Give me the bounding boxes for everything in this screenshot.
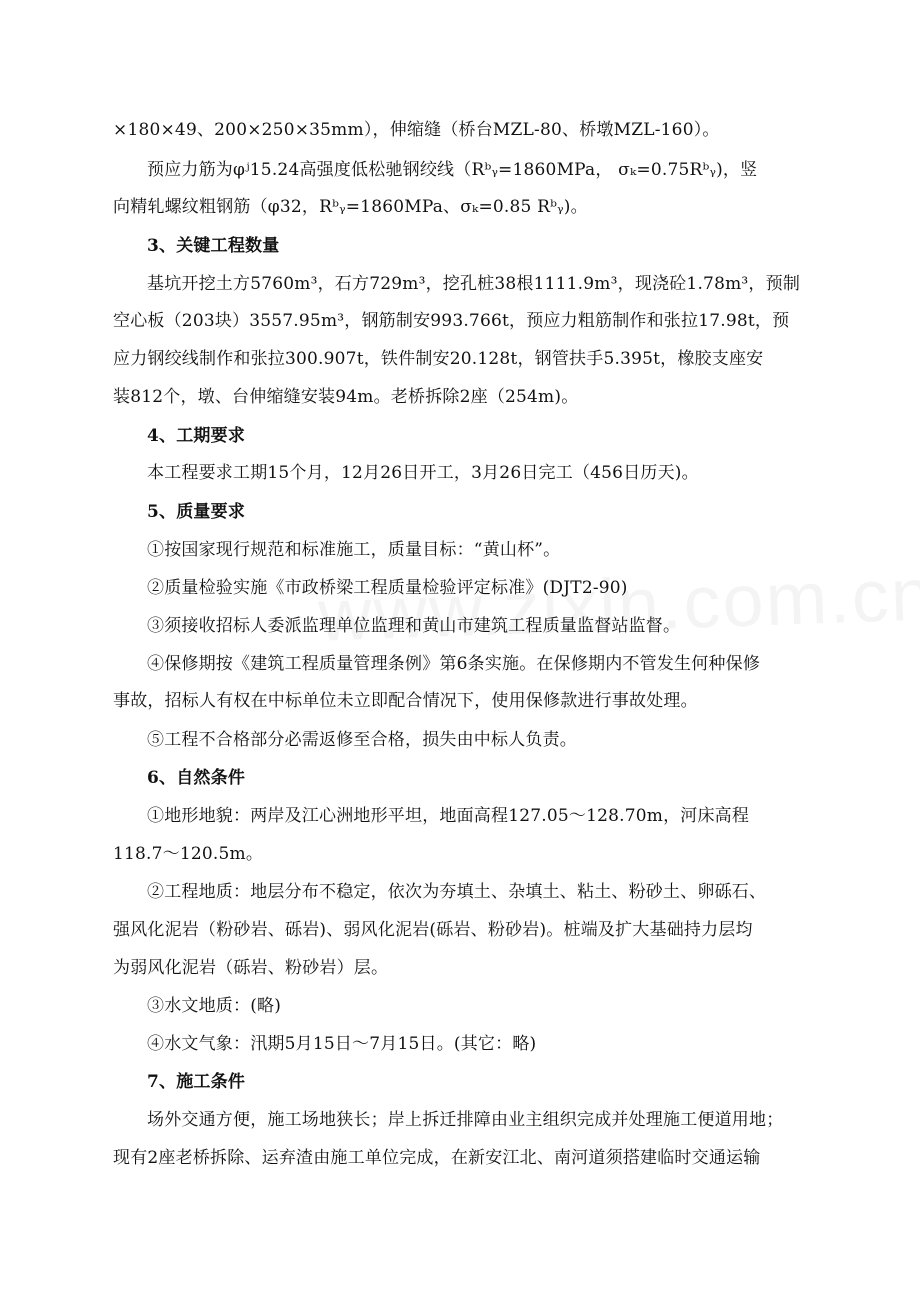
watermark bbox=[317, 551, 920, 657]
list-item: ③须接收招标人委派监理单位监理和黄山市建筑工程质量监督站监督。 bbox=[147, 616, 681, 636]
paragraph-line: 现有2座老桥拆除、运弃渣由施工单位完成，在新安江北、南河道须搭建临时交通运输 bbox=[113, 1148, 761, 1168]
paragraph-line: 向精轧螺纹粗钢筋（φ32，Rᵇᵧ=1860MPa、σₖ=0.85 Rᵇᵧ)。 bbox=[113, 197, 588, 217]
paragraph-line: 场外交通方便，施工场地狭长；岸上拆迁排障由业主组织完成并处理施工便道用地； bbox=[147, 1110, 784, 1130]
list-item: ①地形地貌：两岸及江心洲地形平坦，地面高程127.05～128.70m，河床高程 bbox=[147, 806, 750, 826]
list-item: ②质量检验实施《市政桥梁工程质量检验评定标准》(DJT2-90) bbox=[147, 578, 628, 598]
paragraph-line: 基坑开挖土方5760m³，石方729m³，挖孔桩38根1111.9m³，现浇砼1.78m³，预制 bbox=[147, 274, 801, 294]
section-heading: 7、施工条件 bbox=[147, 1072, 246, 1092]
paragraph-line: 应力钢绞线制作和张拉300.907t，铁件制安20.128t，钢管扶手5.395t，橡胶支座安 bbox=[113, 349, 764, 369]
paragraph-line: 118.7～120.5m。 bbox=[113, 844, 264, 864]
paragraph-line: 为弱风化泥岩（砾岩、粉砂岩）层。 bbox=[113, 958, 389, 978]
list-item: ①按国家现行规范和标准施工，质量目标：“黄山杯”。 bbox=[147, 540, 561, 560]
paragraph-line: 预应力筋为φʲ15.24高强度低松驰钢绞线（Rᵇᵧ=1860MPa， σₖ=0.75Rᵇᵧ)，竖 bbox=[147, 160, 758, 180]
section-heading: 4、工期要求 bbox=[147, 426, 246, 446]
section-heading: 3、关键工程数量 bbox=[147, 236, 280, 256]
list-item: ③水文地质：(略) bbox=[147, 996, 282, 1016]
section-heading: 6、自然条件 bbox=[147, 768, 246, 788]
list-item: ④水文气象：汛期5月15日～7月15日。(其它：略) bbox=[147, 1034, 537, 1054]
paragraph-line: 空心板（203块）3557.95m³，钢筋制安993.766t，预应力粗筋制作和张拉17.98t，预 bbox=[113, 311, 790, 331]
paragraph-line: 装812个，墩、台伸缩缝安装94m。老桥拆除2座（254m)。 bbox=[113, 387, 579, 407]
paragraph-line: 事故，招标人有权在中标单位未立即配合情况下，使用保修款进行事故处理。 bbox=[113, 691, 698, 711]
paragraph-line: 本工程要求工期15个月，12月26日开工，3月26日完工（456日历天)。 bbox=[147, 463, 699, 483]
list-item: ④保修期按《建筑工程质量管理条例》第6条实施。在保修期内不管发生何种保修 bbox=[147, 654, 761, 674]
list-item: ⑤工程不合格部分必需返修至合格，损失由中标人负责。 bbox=[147, 730, 577, 750]
section-heading: 5、质量要求 bbox=[147, 502, 246, 522]
list-item: ②工程地质：地层分布不稳定，依次为夯填土、杂填土、粘土、粉砂土、卵砾石、 bbox=[147, 882, 767, 902]
paragraph-line: ×180×49、200×250×35mm），伸缩缝（桥台MZL-80、桥墩MZL-160）。 bbox=[113, 120, 720, 140]
paragraph-line: 强风化泥岩（粉砂岩、砾岩)、弱风化泥岩(砾岩、粉砂岩)。桩端及扩大基础持力层均 bbox=[113, 920, 753, 940]
